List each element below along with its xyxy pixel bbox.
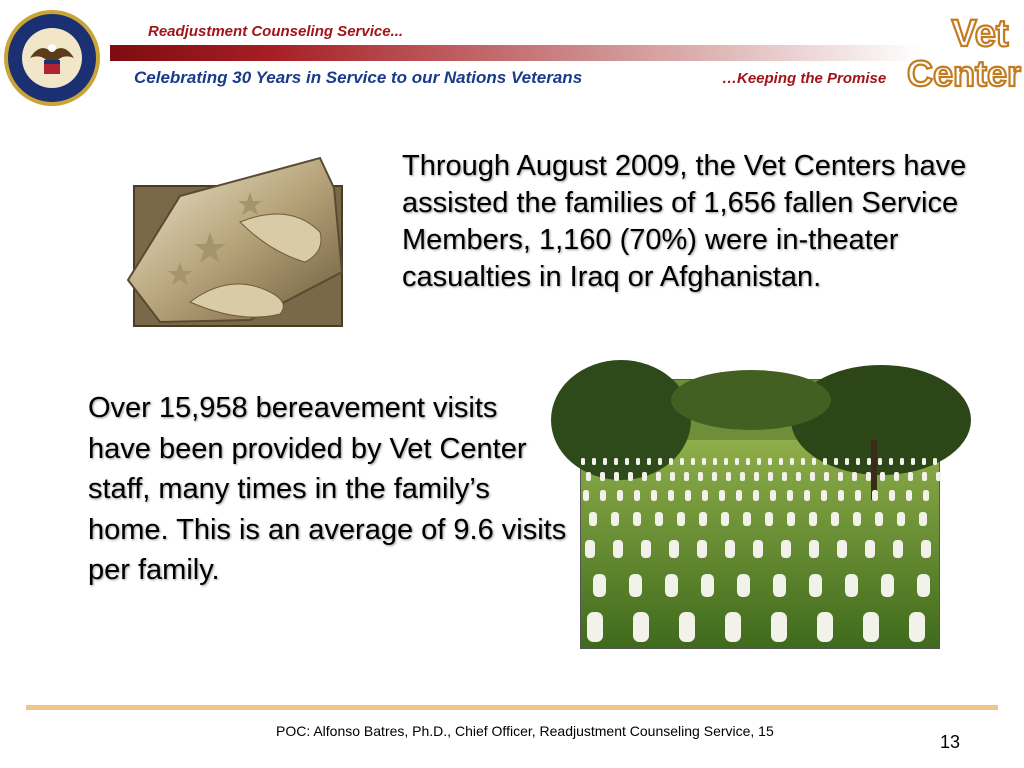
headstone [889,458,893,465]
headstone [810,472,815,481]
headstone [670,472,675,481]
headstone [909,612,925,642]
headstone [812,458,816,465]
headstone [838,472,843,481]
headstone [721,512,729,526]
headstone [656,472,661,481]
headstone [900,458,904,465]
headstone [936,472,941,481]
headstone [771,612,787,642]
headstone [743,512,751,526]
headstone [865,540,875,558]
headstone [781,540,791,558]
header-service-title: Readjustment Counseling Service... [148,23,404,40]
headstone [906,490,912,501]
headstone [737,574,750,597]
headstone [908,472,913,481]
headstone [796,472,801,481]
headstone [754,472,759,481]
headstone [768,458,772,465]
headstone [889,490,895,501]
bereavement-visits-paragraph: Over 15,958 bereavement visits have been provided by Vet Center staff, many times in the family’s home. This is an average of 9.6 visits per family. [88,392,567,586]
page-number: 13 [940,732,961,752]
headstone [614,458,618,465]
headstone [658,458,662,465]
headstone [922,458,926,465]
headstone [736,490,742,501]
headstone [919,512,927,526]
headstone [897,512,905,526]
headstone [894,472,899,481]
headstone [647,458,651,465]
headstone [684,472,689,481]
headstone [634,490,640,501]
headstone [625,458,629,465]
headstone [770,490,776,501]
headstone [917,574,930,597]
headstone [831,512,839,526]
headstone [923,490,929,501]
headstone [880,472,885,481]
headstone [585,540,595,558]
headstone [735,458,739,465]
headstone [765,512,773,526]
headstone [603,458,607,465]
families-assisted-paragraph: Through August 2009, the Vet Centers have assisted the families of 1,656 fallen Service Members, 1,160 (70%) were in-theater casualties in Iraq or Afghanistan. [402,150,967,293]
headstone [592,458,596,465]
headstone [642,472,647,481]
headstone [702,490,708,501]
headstone [680,458,684,465]
headstone [753,540,763,558]
headstone [641,540,651,558]
headstone [691,458,695,465]
headstone [668,490,674,501]
headstone [611,512,619,526]
headstone [782,472,787,481]
headstone [866,472,871,481]
headstone [713,458,717,465]
headstone [617,490,623,501]
headstone [583,490,589,501]
headstone [726,472,731,481]
header-gradient-bar [110,45,922,61]
headstone [679,612,695,642]
headstone [801,458,805,465]
headstone [725,612,741,642]
headstone [853,512,861,526]
headstone [669,540,679,558]
headstone [933,458,937,465]
headstone [633,512,641,526]
header-celebrating-tagline: Celebrating 30 Years in Service to our Nations Veterans [134,68,583,87]
headstone [845,458,849,465]
headstone [893,540,903,558]
headstone [712,472,717,481]
headstone [809,540,819,558]
headstone [837,540,847,558]
headstone [852,472,857,481]
headstone [600,490,606,501]
headstone [697,540,707,558]
headstone [821,490,827,501]
headstone [922,472,927,481]
headstone [701,574,714,597]
headstone [867,458,871,465]
headstone [773,574,786,597]
headstone [600,472,605,481]
headstone [702,458,706,465]
headstone [768,472,773,481]
headstone [855,490,861,501]
headstone [586,472,591,481]
headstone [856,458,860,465]
headstone [872,490,878,501]
headstone [651,490,657,501]
headstone [724,458,728,465]
headstone [581,458,585,465]
headstone [817,612,833,642]
headstone [845,574,858,597]
headstone [838,490,844,501]
headstone [790,458,794,465]
footer-poc-text: POC: Alfonso Batres, Ph.D., Chief Officer, Readjustment Counseling Service, 15 [276,723,774,739]
headstone [593,574,606,597]
headstone [911,458,915,465]
headstone [881,574,894,597]
headstone [633,612,649,642]
headstone [823,458,827,465]
headstone [636,458,640,465]
headstone [699,512,707,526]
vet-center-logo [906,10,1022,96]
headstone [614,472,619,481]
svg-text:Vet: Vet [951,13,1009,55]
headstone [587,612,603,642]
headstone [757,458,761,465]
headstone [669,458,673,465]
headstone [921,540,931,558]
headstone [677,512,685,526]
headstone [824,472,829,481]
headstone [875,512,883,526]
headstone [779,458,783,465]
headstone [787,512,795,526]
folded-flag-hands-plaque-image [120,152,356,330]
headstone [725,540,735,558]
headstone [719,490,725,501]
headstone [834,458,838,465]
headstone [753,490,759,501]
va-seal-logo [2,8,102,108]
headstone [589,512,597,526]
headstone [698,472,703,481]
headstone [655,512,663,526]
footer-divider [26,705,998,710]
headstone [613,540,623,558]
headstone [863,612,879,642]
headstone [685,490,691,501]
headstone [809,512,817,526]
headstone [809,574,822,597]
header-promise-tagline: …Keeping the Promise [722,70,887,87]
headstone [804,490,810,501]
headstone [665,574,678,597]
headstone [878,458,882,465]
svg-text:Center: Center [906,53,1022,94]
headstone [740,472,745,481]
headstone [787,490,793,501]
headstone [628,472,633,481]
national-cemetery-photo [580,379,940,649]
headstone [629,574,642,597]
headstone [746,458,750,465]
